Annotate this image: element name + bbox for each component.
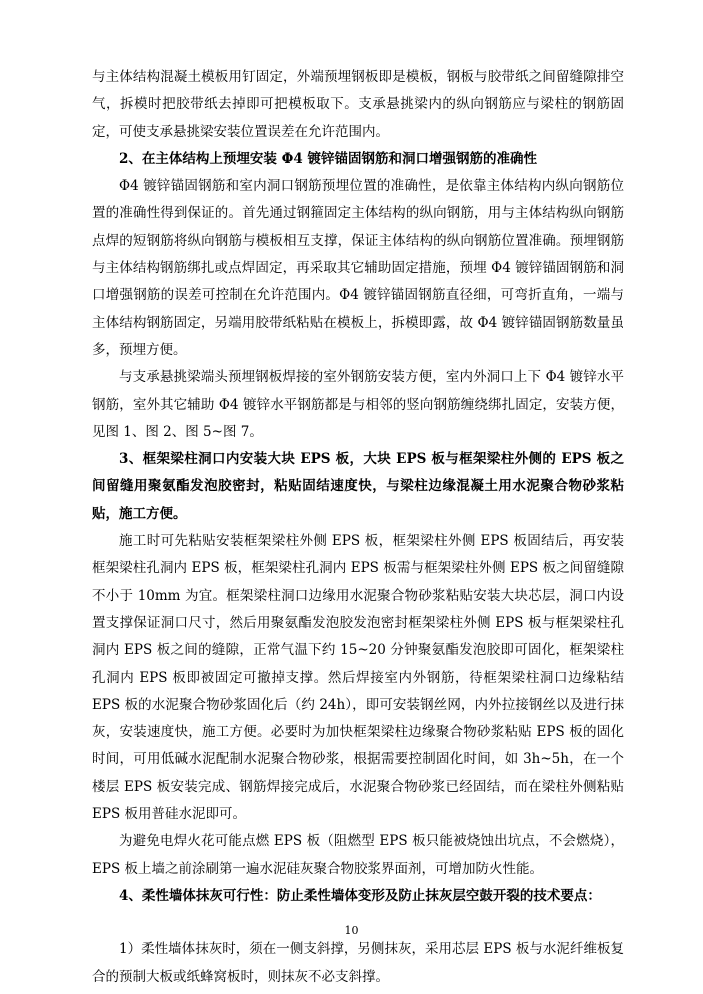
body-paragraph-6: 1）柔性墙体抹灰时，须在一侧支斜撑，另侧抹灰，采用芯层 EPS 板与水泥纤维板复合的预制大板或纸蜂窝板时，则抹灰不必支斜撑。: [92, 941, 624, 985]
section-heading-3: 3、框架梁柱洞口内安装大块 EPS 板，大块 EPS 板与框架梁柱外侧的 EPS 板之间留缝用聚氨酯发泡胶密封，粘贴固结速度快，与梁柱边缘混凝土用水泥聚合物砂浆粘贴，施工方便。: [92, 451, 624, 522]
page-number: 10: [344, 924, 359, 937]
body-paragraph-3: 与支承悬挑梁端头预埋钢板焊接的室外钢筋安装方便，室内外洞口上下 Φ4 镀锌水平钢筋，室外其它辅助 Φ4 镀锌水平钢筋都是与相邻的竖向钢筋缠绕绑扎固定，安装方便，见图 1、图 2、图 5~图 7。: [92, 369, 624, 440]
body-paragraph-4: 施工时可先粘贴安装框架梁柱外侧 EPS 板，框架梁柱外侧 EPS 板固结后，再安装框架梁柱孔洞内 EPS 板，框架梁柱孔洞内 EPS 板需与框架梁柱外侧 EPS 板之间留缝隙不小于 10mm 为宜。框架梁柱洞口边缘用水泥聚合物砂浆粘贴安装大块芯层，洞口内设置支撑保证洞口尺寸，然后用聚氨酯发泡胶发泡密封框架梁柱外侧 EPS 板与框架梁柱孔洞内 EPS 板之间的缝隙，正常气温下约 15~20 分钟聚氨酯发泡胶即可固化，框架梁柱孔洞内 EPS 板即被固定可撤掉支撑。然后焊接室内外钢筋，待框架梁柱洞口边缘粘结 EPS 板的水泥聚合物砂浆固化后（约 24h），即可安装钢丝网，内外拉接钢丝以及进行抹灰，安装速度快，施工方便。必要时为加快框架梁柱边缘聚合物砂浆粘贴 EPS 板的固化时间，可用低碱水泥配制水泥聚合物砂浆，根据需要控制固化时间，如 3h~5h，在一个楼层 EPS 板安装完成、钢筋焊接完成后，水泥聚合物砂浆已经固结，而在梁柱外侧粘贴 EPS 板用普硅水泥即可。: [92, 533, 624, 823]
section-heading-4: 4、柔性墙体抹灰可行性：防止柔性墙体变形及防止抹灰层空鼓开裂的技术要点：: [119, 887, 601, 904]
body-paragraph-1: 与主体结构混凝土模板用钉固定，外端预埋钢板即是模板，钢板与胶带纸之间留缝隙排空气，拆模时把胶带纸去掉即可把模板取下。支承悬挑梁内的纵向钢筋应与梁柱的钢筋固定，可使支承悬挑梁安装位置误差在允许范围内。: [92, 69, 624, 140]
body-paragraph-2: Φ4 镀锌锚固钢筋和室内洞口钢筋预埋位置的准确性，是依靠主体结构内纵向钢筋位置的准确性得到保证的。首先通过钢箍固定主体结构的纵向钢筋，用与主体结构纵向钢筋点焊的短钢筋将纵向钢筋与模板相互支撑，保证主体结构的纵向钢筋位置准确。预埋钢筋与主体结构钢筋绑扎或点焊固定，再采取其它辅助固定措施，预埋 Φ4 镀锌锚固钢筋和洞口增强钢筋的误差可控制在允许范围内。Φ4 镀锌锚固钢筋直径细，可弯折直角，一端与主体结构钢筋固定，另端用胶带纸粘贴在模板上，拆模即露，故 Φ4 镀锌锚固钢筋数量虽多，预埋方便。: [92, 178, 624, 358]
page-body: [92, 64, 624, 991]
section-heading-2: 2、在主体结构上预埋安装 Φ4 镀锌锚固钢筋和洞口增强钢筋的准确性: [119, 150, 537, 167]
body-paragraph-5: 为避免电焊火花可能点燃 EPS 板（阻燃型 EPS 板只能被烧蚀出坑点，不会燃烧），EPS 板上墙之前涂刷第一遍水泥硅灰聚合物胶浆界面剂，可增加防火性能。: [92, 833, 624, 877]
